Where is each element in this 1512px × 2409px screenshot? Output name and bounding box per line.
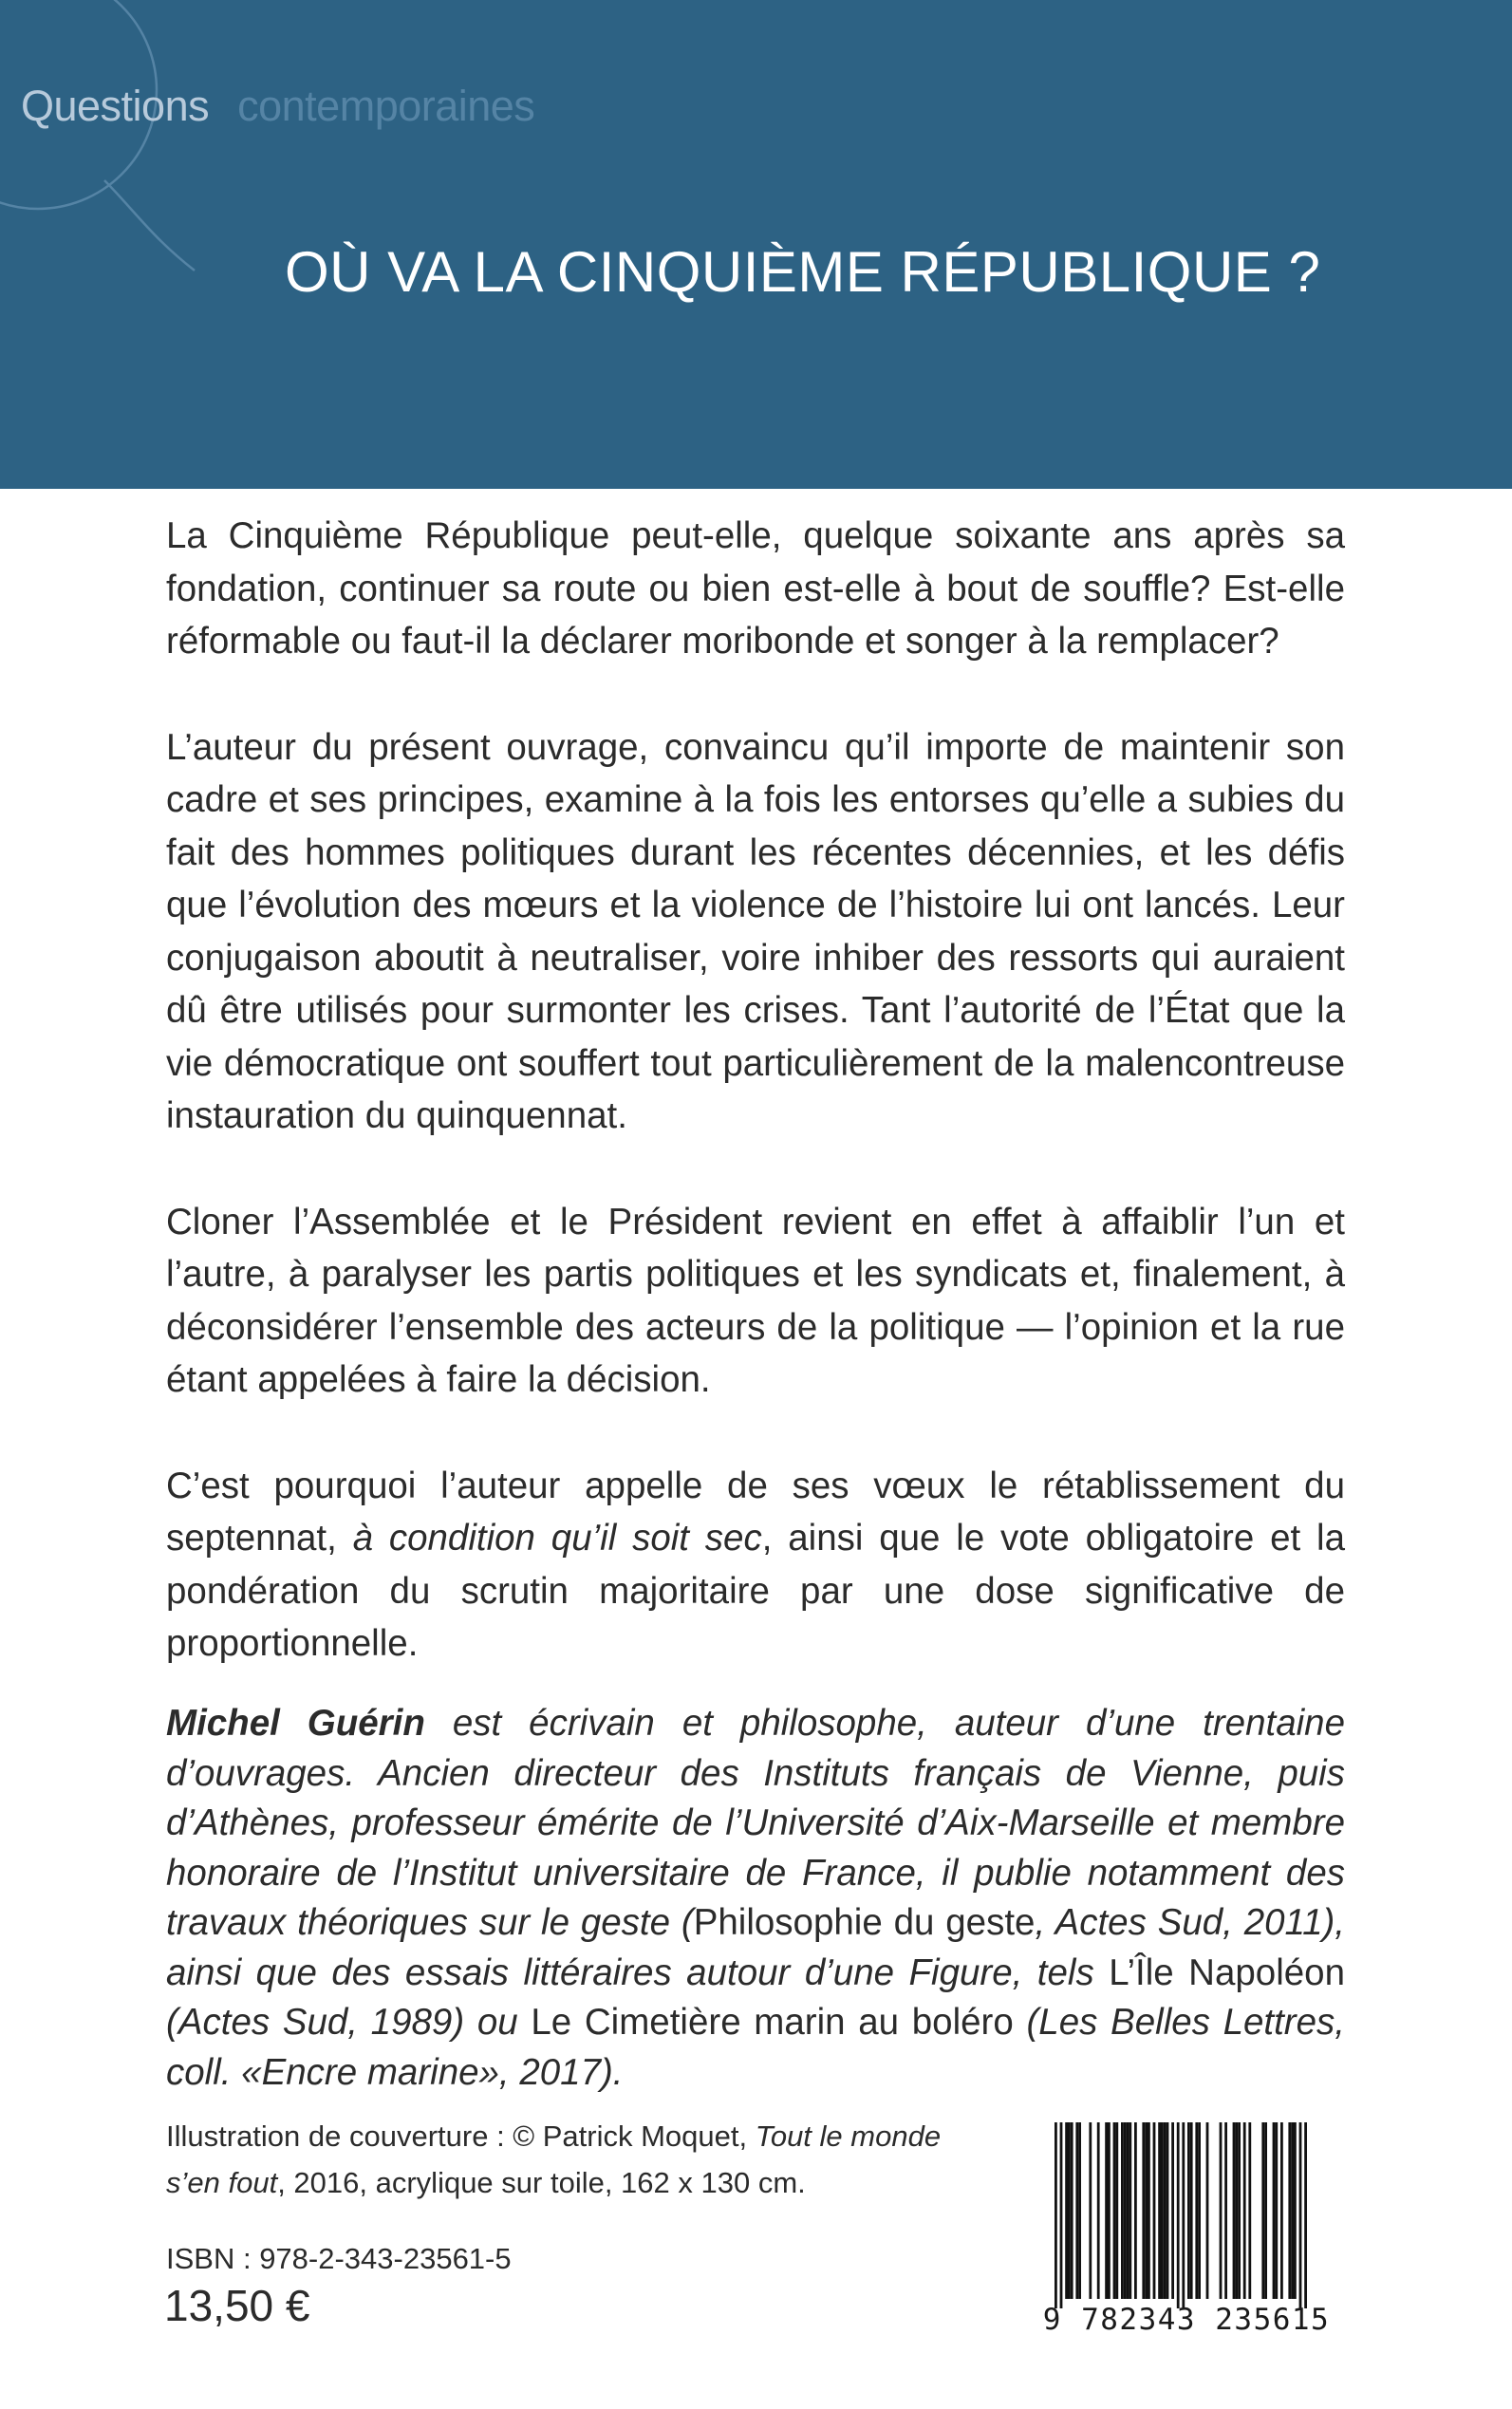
- barcode-bar: [1060, 2122, 1063, 2308]
- barcode-digits: 9 782343 235615: [1042, 2303, 1331, 2337]
- barcode-bar: [1075, 2122, 1078, 2299]
- barcode-bar: [1121, 2122, 1124, 2299]
- blurb-p4-emphasis: à condition qu’il soit sec: [352, 1518, 762, 1559]
- barcode-bar: [1206, 2122, 1209, 2299]
- series-word-questions: Questions: [21, 82, 210, 130]
- barcode-bar: [1164, 2122, 1167, 2299]
- barcode-bar: [1134, 2122, 1137, 2299]
- author-bio: [166, 1699, 1345, 2098]
- author-bio-part-2: , Actes Sud, 2011), ainsi que des essais littéraires autour d’une Figure, tels: [166, 1902, 1346, 1993]
- barcode-bar: [1055, 2122, 1057, 2308]
- barcode-bar: [1261, 2122, 1264, 2299]
- barcode-bar: [1129, 2122, 1131, 2299]
- barcode-bar: [1171, 2122, 1174, 2299]
- barcode-bar: [1071, 2122, 1073, 2299]
- credit-artwork-title: Tout le monde s’en fout: [166, 2120, 942, 2199]
- isbn-number: ISBN : 978-2-343-23561-5: [166, 2242, 512, 2275]
- barcode-bar: [1275, 2122, 1278, 2299]
- barcode-bar: [1142, 2122, 1145, 2299]
- credit-prefix: Illustration de couverture : © Patrick Moquet,: [166, 2120, 756, 2153]
- barcode-bar: [1068, 2122, 1071, 2299]
- cover-header-band: [0, 0, 1512, 489]
- barcode-bar: [1220, 2122, 1223, 2299]
- illustration-credit: [166, 2113, 1001, 2206]
- barcode-bar: [1198, 2122, 1201, 2299]
- barcode-bar: [1182, 2122, 1185, 2308]
- barcode-bar: [1243, 2122, 1246, 2299]
- credit-suffix: , 2016, acrylique sur toile, 162 x 130 cm.: [277, 2166, 806, 2199]
- barcode-bar: [1105, 2122, 1108, 2299]
- barcode-bar: [1115, 2122, 1118, 2299]
- barcode-bars: [1041, 2119, 1332, 2308]
- series-name: [21, 82, 534, 131]
- barcode-bar: [1299, 2122, 1302, 2308]
- barcode-bar: [1089, 2122, 1092, 2299]
- barcode-bar: [1113, 2122, 1116, 2299]
- blurb-text: [166, 510, 1345, 1724]
- barcode-bar: [1238, 2122, 1241, 2299]
- barcode-bar: [1304, 2122, 1307, 2308]
- blurb-paragraph-3: Cloner l’Assemblée et le Président revient en effet à affaiblir l’un et l’autre, à paralyser les partis politiques et les syndicats et, finalement, à déconsidérer l’ensemble des acteurs de la politique — l’opinion et la rue étant appelées à faire la décision.: [166, 1201, 1345, 1400]
- price: 13,50 €: [164, 2281, 310, 2330]
- barcode-bar: [1124, 2122, 1127, 2299]
- author-bio-part-4: (Les Belles Lettres, coll. «Encre marine», 2017).: [166, 2002, 1345, 2093]
- large-q-logo-icon: [0, 0, 247, 304]
- barcode-bar: [1294, 2122, 1297, 2299]
- barcode-bar: [1195, 2122, 1198, 2299]
- barcode-bar: [1248, 2122, 1251, 2299]
- barcode-bar: [1264, 2122, 1267, 2299]
- author-bio-part-3: (Actes Sud, 1989) ou: [166, 2002, 532, 2043]
- barcode-bar: [1108, 2122, 1111, 2299]
- blurb-p4-end: , ainsi que le vote obligatoire et la pondération du scrutin majoritaire par une dose significative de proportionnelle.: [166, 1518, 1345, 1664]
- barcode-bar: [1145, 2122, 1148, 2299]
- work-title-2: L’Île Napoléon: [1109, 1951, 1345, 1993]
- book-title: OÙ VA LA CINQUIÈME RÉPUBLIQUE ?: [285, 240, 1321, 304]
- barcode-bar: [1127, 2122, 1129, 2299]
- blurb-paragraph-1: La Cinquième République peut-elle, quelque soixante ans après sa fondation, continuer sa route ou bien est-elle à bout de souffle? Est-elle réformable ou faut-il la déclarer moribonde et songer à la remplacer?: [166, 515, 1345, 662]
- work-title-1: Philosophie du geste: [693, 1902, 1036, 1943]
- barcode-bar: [1288, 2122, 1291, 2299]
- barcode: [1041, 2119, 1332, 2335]
- blurb-paragraph-4: [166, 1460, 1345, 1671]
- barcode-bar: [1291, 2122, 1294, 2299]
- barcode-bar: [1190, 2122, 1193, 2299]
- barcode-bar: [1097, 2122, 1100, 2299]
- barcode-bar: [1167, 2122, 1169, 2299]
- barcode-bar: [1065, 2122, 1068, 2299]
- barcode-bar: [1161, 2122, 1164, 2299]
- barcode-bar: [1273, 2122, 1276, 2299]
- blurb-p4-start: C’est pourquoi l’auteur appelle de ses vœux le rétablissement du septennat,: [166, 1465, 1345, 1559]
- barcode-bar: [1153, 2122, 1156, 2299]
- series-word-contemporaines: contemporaines: [237, 82, 535, 130]
- barcode-bar: [1078, 2122, 1081, 2299]
- author-name: Michel Guérin: [166, 1703, 425, 1744]
- blurb-paragraph-2: L’auteur du présent ouvrage, convaincu qu’il importe de maintenir son cadre et ses principes, examine à la fois les entorses qu’elle a subies du fait des hommes politiques durant les récentes décennies, et les défis que l’évolution des mœurs et la violence de l’histoire lui ont lancés. Leur conjugaison aboutit à neutraliser, voire inhiber des ressorts qui auraient dû être utilisés pour surmonter les crises. Tant l’autorité de l’État que la vie démocratique ont souffert tout particulièrement de la malencontreuse instauration du quinquennat.: [166, 726, 1345, 1136]
- barcode-bar: [1177, 2122, 1180, 2308]
- barcode-bar: [1233, 2122, 1236, 2299]
- barcode-bar: [1158, 2122, 1161, 2299]
- barcode-bar: [1187, 2122, 1190, 2299]
- author-bio-part-1: est écrivain et philosophe, auteur d’une trentaine d’ouvrages. Ancien directeur des Instituts français de Vienne, puis d’Athènes, professeur émérite de l’Université d’Aix-Marseille et membre honoraire de l’Institut universitaire de France, il publie notamment des travaux théoriques sur le geste (: [166, 1703, 1345, 1943]
- barcode-bar: [1148, 2122, 1150, 2299]
- barcode-bar: [1235, 2122, 1238, 2299]
- barcode-bar: [1224, 2122, 1227, 2299]
- work-title-3: Le Cimetière marin au boléro: [531, 2002, 1014, 2043]
- barcode-bar: [1280, 2122, 1283, 2299]
